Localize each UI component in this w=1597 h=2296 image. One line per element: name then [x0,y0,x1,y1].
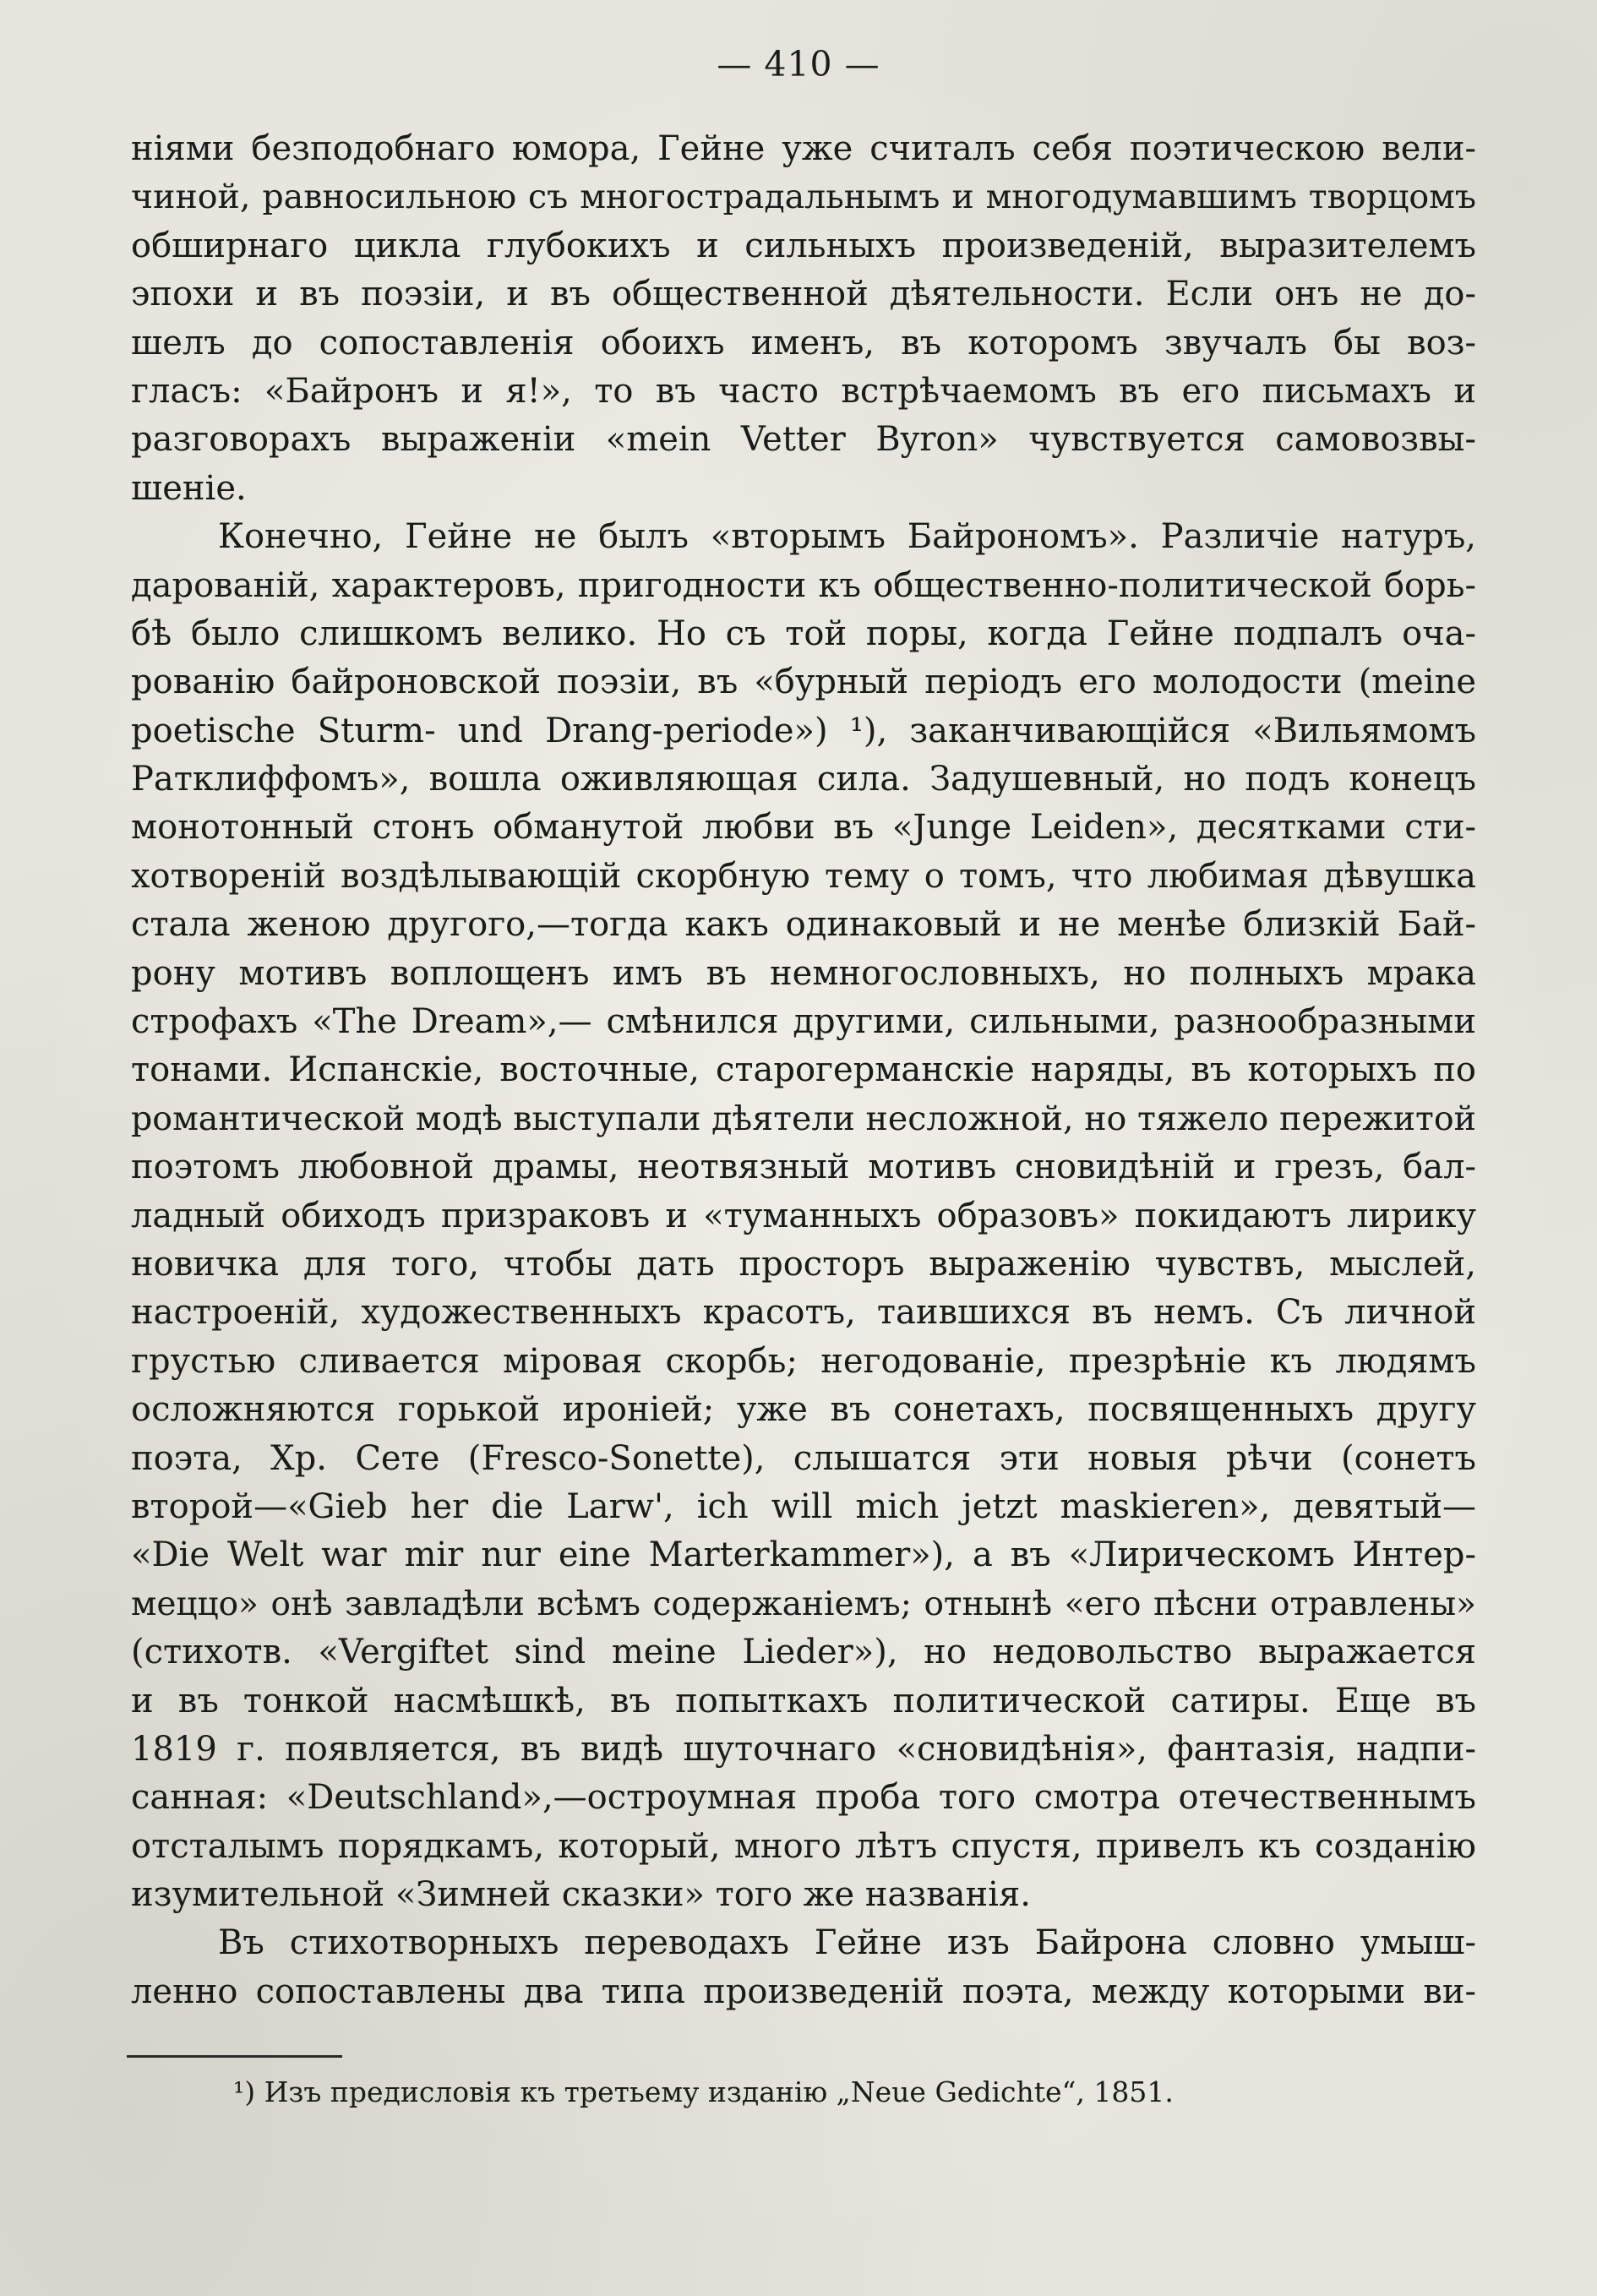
body-text [131,125,1476,2016]
text-line: хотвореній воздѣлывающій скорбную тему о томъ, что любимая дѣвушка [131,856,1476,896]
footnote-divider [127,2055,342,2058]
text-line: Ратклиффомъ», вошла оживляющая сила. Задушевный, но подъ конецъ [131,760,1476,799]
text-line: Конечно, Гейне не былъ «вторымъ Байрономъ». Различіе натуръ, [218,517,1476,557]
text-line: и въ тонкой насмѣшкѣ, въ попыткахъ политической сатиры. Еще въ [131,1681,1476,1721]
text-line: монотонный стонъ обманутой любви въ «Junge Leiden», десятками сти- [131,808,1476,848]
text-line: дарованій, характеровъ, пригодности къ общественно-политической борь- [131,565,1476,605]
text-line: 1819 г. появляется, въ видѣ шуточнаго «сновидѣнія», фантазія, надпи- [131,1729,1476,1769]
text-line: ніями безподобнаго юмора, Гейне уже считалъ себя поэтическою вели- [131,129,1476,168]
text-line: poetische Sturm- und Drang-periode») ¹), заканчивающійся «Вильямомъ [131,711,1476,750]
paragraph-2 [131,513,1476,1919]
text-line: поэта, Хр. Сете (Fresco-Sonette), слышатся эти новыя рѣчи (сонетъ [131,1438,1476,1478]
text-line: эпохи и въ поэзіи, и въ общественной дѣятельности. Если онъ не до- [131,275,1476,314]
text-line: стала женою другого,—тогда какъ одинаковый и не менѣе близкій Бай- [131,905,1476,945]
text-line: чиной, равносильною съ многострадальнымъ и многодумавшимъ творцомъ [131,177,1476,217]
text-line: разговорахъ выраженіи «mein Vetter Byron» чувствуется самовозвы- [131,420,1476,460]
text-line: второй—«Gieb her die Larw', ich will mich jetzt maskieren», девятый— [131,1486,1476,1526]
text-line: грустью сливается міровая скорбь; негодованіе, презрѣніе къ людямъ [131,1341,1476,1381]
text-line: строфахъ «The Dream»,— смѣнился другими, сильными, разнообразными [131,1002,1476,1042]
text-line: отсталымъ порядкамъ, который, много лѣтъ спустя, привелъ къ созданію [131,1826,1476,1866]
text-line: бѣ было слишкомъ велико. Но съ той поры, когда Гейне подпалъ оча- [131,614,1476,653]
text-line: рованію байроновской поэзіи, въ «бурный періодъ его молодости (meine [131,663,1476,702]
text-line: шеніе. [131,468,247,508]
page-number: — 410 — [717,44,880,85]
text-line: настроеній, художественныхъ красотъ, таившихся въ немъ. Съ личной [131,1293,1476,1333]
text-line: «Die Welt war mir nur eine Marterkammer»), а въ «Лирическомъ Интер- [131,1535,1476,1575]
text-line: романтической модѣ выступали дѣятели несложной, но тяжело пережитой [131,1099,1476,1138]
text-line: обширнаго цикла глубокихъ и сильныхъ произведеній, выразителемъ [131,226,1476,265]
text-line: новичка для того, чтобы дать просторъ выраженію чувствъ, мыслей, [131,1244,1476,1284]
text-line: рону мотивъ воплощенъ имъ въ немногословныхъ, но полныхъ мрака [131,953,1476,993]
paragraph-1 [131,125,1476,513]
text-line: ладный обиходъ призраковъ и «туманныхъ образовъ» покидаютъ лирику [131,1196,1476,1235]
text-line: меццо» онѣ завладѣли всѣмъ содержаніемъ; отнынѣ «его пѣсни отравлены» [131,1584,1476,1623]
text-line: тонами. Испанскіе, восточные, старогерманскіе наряды, въ которыхъ по [131,1050,1476,1090]
text-line: гласъ: «Байронъ и я!», то въ часто встрѣчаемомъ въ его письмахъ и [131,371,1476,411]
text-line: Въ стихотворныхъ переводахъ Гейне изъ Байрона словно умыш- [218,1923,1476,1963]
footnote: ¹) Изъ предисловія къ третьему изданію „Neue Gedichte“, 1851. [233,2075,1174,2108]
text-line: поэтомъ любовной драмы, неотвязный мотивъ сновидѣній и грезъ, бал- [131,1148,1476,1187]
text-line: (стихотв. «Vergiftet sind meine Lieder»), но недовольство выражается [131,1633,1476,1672]
text-line: изумительной «Зимней сказки» того же названія. [131,1875,1031,1915]
text-line: шелъ до сопоставленія обоихъ именъ, въ которомъ звучалъ бы воз- [131,323,1476,363]
text-line: ленно сопоставлены два типа произведеній поэта, между которыми ви- [131,1972,1476,2011]
paragraph-3 [131,1919,1476,2016]
text-line: санная: «Deutschland»,—остроумная проба того смотра отечественнымъ [131,1778,1476,1818]
text-line: осложняются горькой ироніей; уже въ сонетахъ, посвященныхъ другу [131,1390,1476,1430]
